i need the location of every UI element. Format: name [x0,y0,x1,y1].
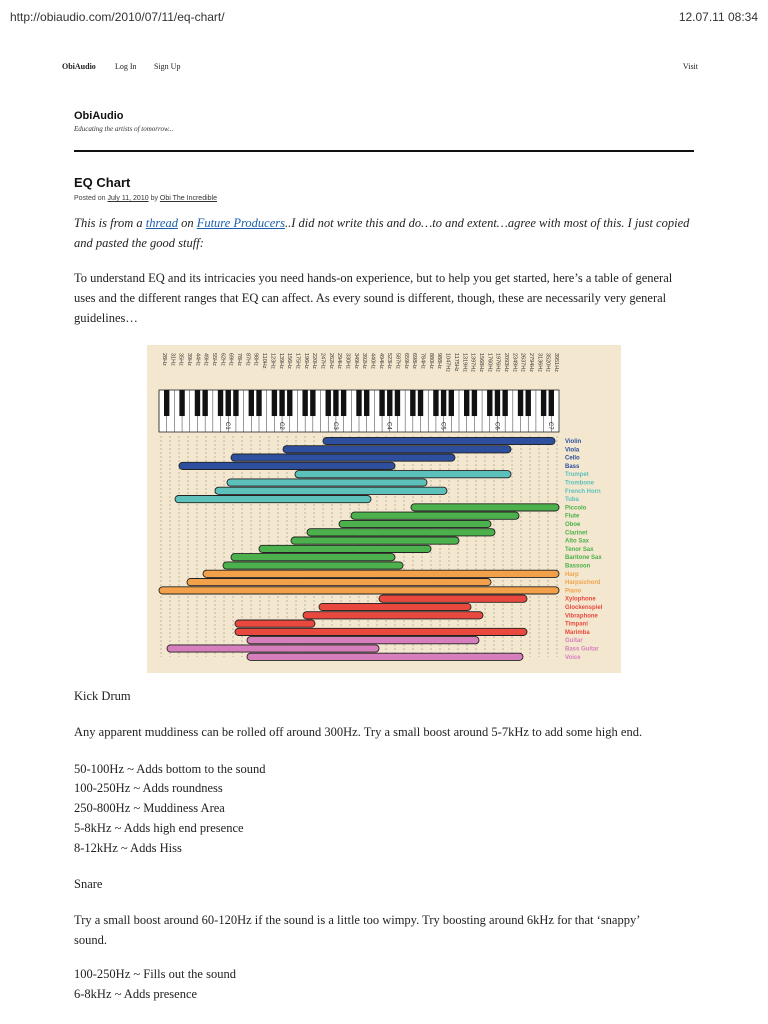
instrument-range-bar [291,537,459,544]
frequency-label: 1568Hz [477,353,484,372]
instrument-label: Tuba [565,497,579,504]
instrument-range-bar [231,554,395,561]
black-key [333,390,338,416]
black-key [449,390,454,416]
black-key [518,390,523,416]
instrument-range-bar [167,645,379,652]
instrument-range-bar [411,504,559,511]
black-key [233,390,238,416]
thread-link[interactable]: thread [145,216,178,230]
instrument-label: French Horn [565,488,601,495]
instrument-label: Vibraphone [565,613,598,620]
black-key [272,390,277,416]
frequency-label: 587Hz [394,353,401,369]
black-key [302,390,307,416]
frequency-label: 62Hz [219,353,226,366]
frequency-label: 110Hz [261,353,268,369]
snare-list-item: 100-250Hz ~ Fills out the sound [74,967,236,981]
frequency-label: 349Hz [352,353,359,369]
instrument-range-bar [223,562,403,569]
octave-label: C4 [385,422,392,430]
frequency-label: 262Hz [327,353,334,369]
frequency-label: 35Hz [177,353,184,366]
frequency-label: 175Hz [294,353,301,369]
intro-paragraph: To understand EQ and its intricacies you need hands-on experience, but to help you get started, here’s a table of general uses and the different ranges that EQ can affect. As every sound is different, though, these are necessarily very general guidelines… [74,271,673,325]
instrument-label: Timpani [565,621,588,628]
black-key [387,390,392,416]
black-key [418,390,423,416]
frequency-label: 28Hz [161,353,167,366]
meta-prefix: Posted on [74,195,106,202]
black-key [464,390,469,416]
snare-heading: Snare [74,877,103,891]
frequency-label: 1047Hz [444,353,451,372]
octave-label: C1 [224,422,231,430]
future-producers-link[interactable]: Future Producers [196,216,285,230]
post-intro [74,213,694,253]
kick-drum-text: Any apparent muddiness can be rolled off around 300Hz. Try a small boost around 5-7kHz to add some high end. [74,725,643,739]
author-link[interactable]: Obi The Incredible [159,195,217,202]
black-key [472,390,477,416]
kick-list-item: 5-8kHz ~ Adds high end presence [74,821,244,835]
frequency-label: 784Hz [419,353,426,369]
frequency-label: 39Hz [186,353,193,366]
frequency-label: 523Hz [386,353,393,369]
instrument-label: Violin [565,439,582,445]
frequency-label: 494Hz [377,353,384,369]
instrument-label: Glockenspiel [565,605,603,611]
instrument-range-bar [303,612,483,619]
snare-text-line-2: sound. [74,933,107,947]
eq-chart-svg [147,345,621,673]
frequency-label: 698Hz [411,353,418,369]
frequency-label: 196Hz [302,353,309,369]
frequency-label: 1175Hz [452,353,459,372]
octave-label: C7 [547,422,554,430]
post-title[interactable]: EQ Chart [74,175,131,190]
black-key [287,390,292,416]
instrument-label: Clarinet [565,530,588,537]
black-key [549,390,554,416]
instrument-range-bar [307,529,495,536]
black-key [526,390,531,416]
login-link[interactable]: Log In [115,62,137,71]
instrument-label: Guitar [565,638,583,645]
black-key [249,390,254,416]
instrument-range-bar [235,628,527,635]
frequency-label: 3520Hz [544,353,551,372]
instrument-label: Harpsichord [565,580,601,587]
octave-label: C5 [439,422,446,430]
instrument-label: Piccolo [565,505,587,512]
instrument-label: Harp [565,571,579,578]
instrument-label: Flute [565,513,580,520]
black-key [433,390,438,416]
black-key [441,390,446,416]
instrument-label: Voice [565,654,581,661]
intro-text-1: This is from a [74,216,143,230]
eq-chart-image [147,345,621,673]
site-title[interactable]: ObiAudio [74,110,124,122]
frequency-label: 392Hz [361,353,368,369]
instrument-range-bar [295,471,511,478]
instrument-range-bar [379,595,527,602]
black-key [341,390,346,416]
frequency-label: 139Hz [277,353,284,369]
black-key [256,390,261,416]
frequency-label: 2349Hz [511,353,518,372]
frequency-label: 69Hz [227,353,234,366]
print-header [10,10,758,26]
post-meta [74,195,217,202]
header-divider [74,150,694,152]
kick-list-item: 50-100Hz ~ Adds bottom to the sound [74,762,266,776]
instrument-range-bar [247,653,523,660]
octave-label: C6 [493,422,500,430]
instrument-label: Alto Sax [565,538,590,545]
black-key [541,390,546,416]
frequency-label: 1976Hz [494,353,501,372]
frequency-label: 1760Hz [486,353,493,372]
instrument-range-bar [247,637,479,644]
octave-label: C3 [331,422,338,430]
frequency-label: 440Hz [369,353,376,369]
site-tagline: Educating the artists of tomorrow... [74,125,174,133]
frequency-label: 87Hz [244,353,251,366]
intro-text-2: on [181,216,194,230]
black-key [502,390,507,416]
frequency-label: 2093Hz [502,353,509,372]
frequency-label: 55Hz [211,353,218,366]
frequency-label: 44Hz [194,353,201,366]
intro-text-3: ..I did not write this and do…to and extent…agree with most of this. I just copied and pasted the good stuff: [74,216,690,250]
octave-label: C2 [277,422,284,430]
frequency-label: 78Hz [236,353,243,366]
black-key [179,390,184,416]
visit-link[interactable]: Visit [682,62,698,71]
black-key [364,390,369,416]
frequency-label: 1319Hz [461,353,468,372]
instrument-label: Tenor Sax [565,546,594,553]
instrument-label: Viola [565,447,580,454]
instrument-range-bar [175,496,371,503]
frequency-label: 330Hz [344,353,351,369]
instrument-label: Oboe [565,522,581,528]
black-key [218,390,223,416]
instrument-label: Bassoon [565,563,591,570]
instrument-label: Xylophone [565,596,596,603]
instrument-label: Baritone Sax [565,555,602,562]
frequency-label: 2794Hz [527,353,534,372]
instrument-range-bar [159,587,559,594]
black-key [310,390,315,416]
black-key [326,390,331,416]
frequency-label: 2637Hz [519,353,526,372]
post-date-link[interactable]: July 11, 2010 [107,195,149,202]
instrument-range-bar [339,520,491,527]
instrument-range-bar [203,570,559,577]
frequency-label: 220Hz [311,353,318,369]
frequency-label: 3136Hz [536,353,543,372]
instrument-range-bar [179,462,395,469]
top-navigation-bar [62,62,698,76]
instrument-label: Bass [565,463,580,470]
frequency-label: 3951Hz [553,353,559,372]
instrument-range-bar [259,545,431,552]
black-key [202,390,207,416]
frequency-label: 1397Hz [469,353,476,372]
instrument-label: Piano [565,588,582,595]
instrument-range-bar [323,437,555,444]
instrument-range-bar [187,579,491,586]
kick-list-item: 100-250Hz ~ Adds roundness [74,781,223,795]
page-url: http://obiaudio.com/2010/07/11/eq-chart/ [10,10,225,24]
black-key [487,390,492,416]
black-key [164,390,169,416]
black-key [356,390,361,416]
black-key [279,390,284,416]
black-key [410,390,415,416]
print-timestamp: 12.07.11 08:34 [678,10,758,24]
frequency-label: 98Hz [252,353,259,366]
instrument-range-bar [215,487,447,494]
signup-link[interactable]: Sign Up [154,62,181,71]
kick-list-item: 8-12kHz ~ Adds Hiss [74,841,182,855]
instrument-range-bar [227,479,427,486]
instrument-range-bar [283,446,511,453]
frequency-label: 659Hz [402,353,409,369]
black-key [195,390,200,416]
black-key [379,390,384,416]
brand-link[interactable]: ObiAudio [62,62,96,71]
kick-list-item: 250-800Hz ~ Muddiness Area [74,801,225,815]
instrument-range-bar [351,512,519,519]
frequency-label: 988Hz [436,353,443,369]
frequency-label: 123Hz [269,353,276,369]
snare-list-item: 6-8kHz ~ Adds presence [74,987,198,1001]
instrument-label: Marimba [565,629,590,636]
frequency-label: 247Hz [319,353,326,369]
instrument-label: Cello [565,455,580,462]
frequency-label: 156Hz [286,353,293,369]
frequency-label: 294Hz [336,353,343,369]
instrument-label: Trombone [565,480,595,487]
instrument-range-bar [235,620,315,627]
instrument-range-bar [319,603,471,610]
instrument-label: Bass Guitar [565,646,599,653]
instrument-label: Trumpet [565,472,589,479]
black-key [395,390,400,416]
kick-drum-heading: Kick Drum [74,689,131,703]
frequency-label: 880Hz [427,353,434,369]
black-key [226,390,231,416]
snare-text-line-1: Try a small boost around 60-120Hz if the sound is a little too wimpy. Try boosting around 6kHz for that ‘snappy’ [74,913,641,927]
meta-by: by [150,195,158,202]
frequency-label: 49Hz [202,353,209,366]
instrument-range-bar [231,454,455,461]
black-key [495,390,500,416]
frequency-label: 31Hz [169,353,176,366]
